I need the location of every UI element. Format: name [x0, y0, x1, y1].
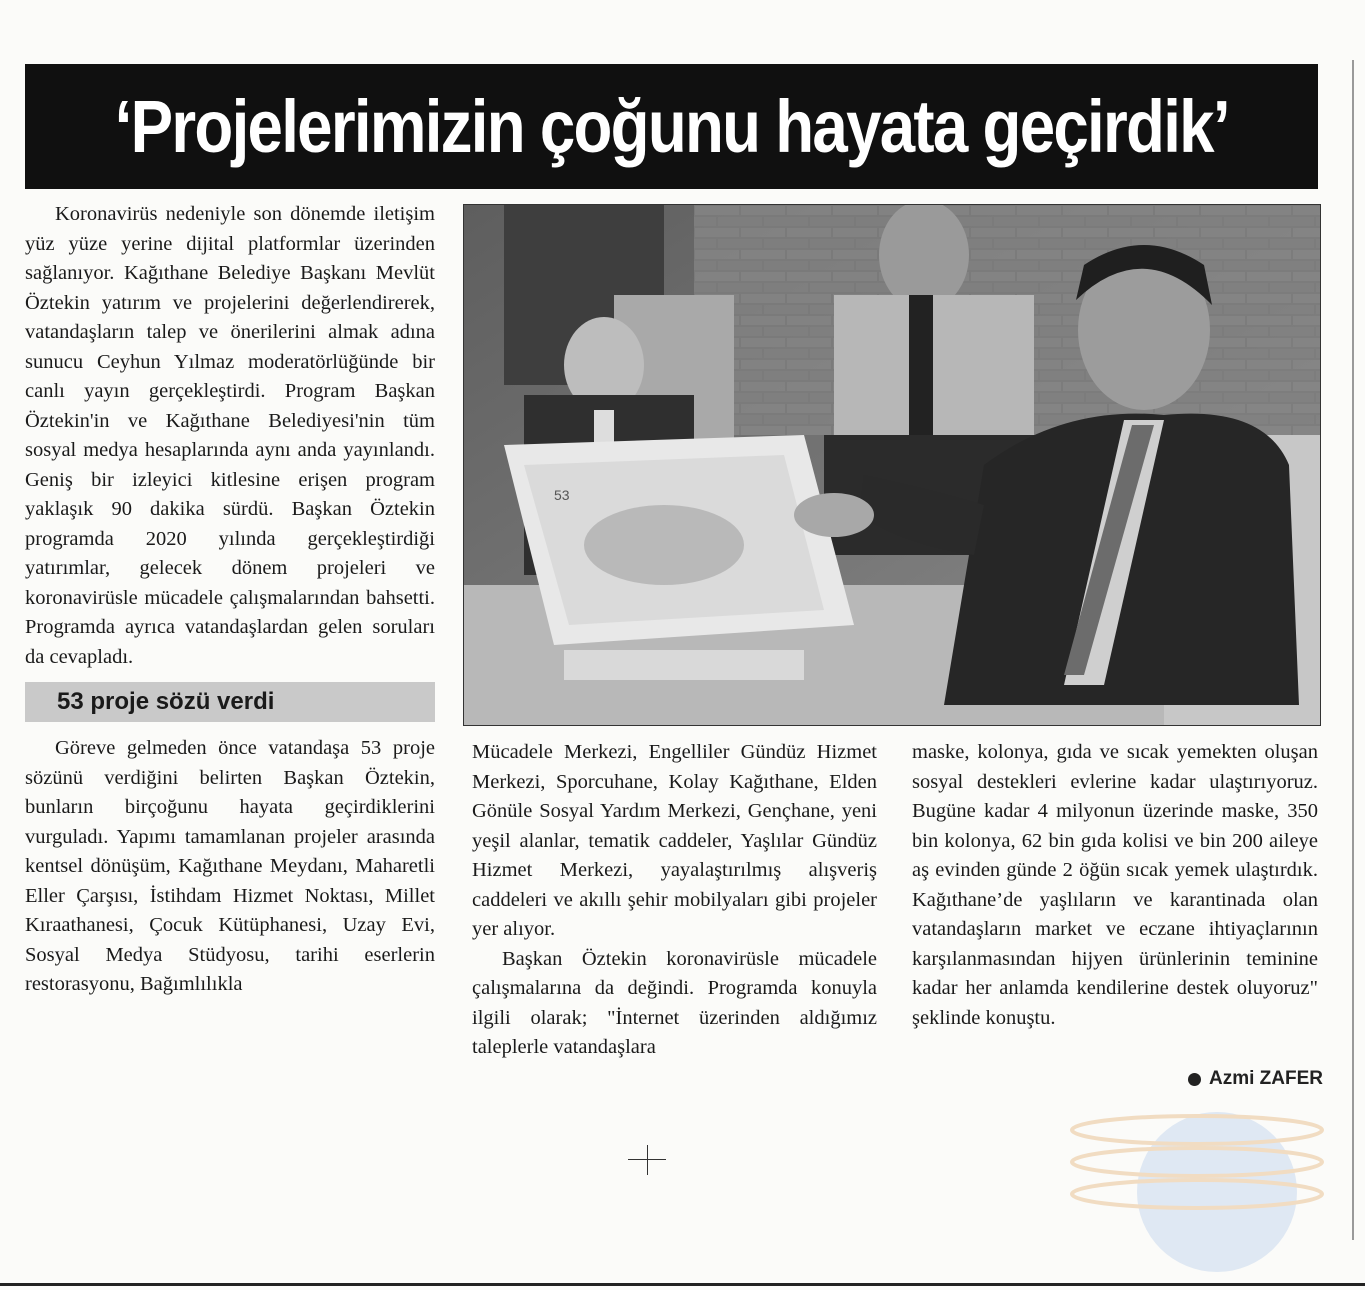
crop-mark-icon — [628, 1145, 666, 1175]
article-paragraph: Göreve gelmeden önce vatandaşa 53 proje sözünü verdiğini belirten Başkan Öztekin, bunların birçoğunu hayata geçirdiklerini vurguladı. Yapımı tamamlanan projeler arasında kentsel dönüşüm, Kağıthane Meydanı, Maharetli Eller Çarşısı, İstihdam Hizmet Noktası, Millet Kıraathanesi, Çocuk Kütüphanesi, Uzay Evi, Sosyal Medya Stüdyosu, tarihi eserlerin restorasyonu, Bağımlılıkla — [25, 737, 435, 995]
article-paragraph: Mücadele Merkezi, Engelliler Gündüz Hizmet Merkezi, Sporcuhane, Kolay Kağıthane, Elden Gönüle Sosyal Yardım Merkezi, Gençhane, yeni yeşil alanlar, tematik caddeler, Yaşlılar Gündüz Hizmet Merkezi, yayalaştırılmış alışveriş caddeleri ve akıllı şehir mobilyaları gibi projeler yer alıyor. — [472, 741, 877, 940]
photo-scene — [464, 205, 1320, 725]
subheading: 53 proje sözü verdi — [25, 682, 435, 722]
bullet-icon — [1188, 1073, 1201, 1086]
watermark-orb — [1062, 1100, 1332, 1272]
clipping-border-right — [1352, 60, 1354, 1240]
article-paragraph: maske, kolonya, gıda ve sıcak yemekten oluşan sosyal destekleri evlerine kadar ulaştırıyoruz. Bugüne kadar 4 milyonun üzerinde maske, 350 bin kolonya, 62 bin gıda kolisi ve bin 200 aileye aş evinden günde 2 öğün sıcak yemek ulaştırdık. Kağıthane’de yaşlıların ve karantinada olan vatandaşların market ve eczane ihtiyaçlarının karşılanmasından hijyen ürünlerinin teminine kadar her anlamda kendilerine destek oluyoruz" şeklinde konuştu. — [912, 741, 1318, 1029]
news-photo — [463, 204, 1321, 726]
article-paragraph: Başkan Öztekin koronavirüsle mücadele çalışmalarına da değindi. Programda konuyla ilgili olarak; "İnternet üzerinden aldığımız taleplerle vatandaşlara — [472, 947, 877, 1058]
article-column-3 — [912, 738, 1318, 1033]
headline: ‘Projelerimizin çoğunu hayata geçirdik’ — [114, 85, 1229, 168]
article-column-2 — [472, 738, 877, 1063]
clipping-border-bottom — [0, 1283, 1365, 1286]
article-column-1 — [25, 200, 435, 1000]
board-number: 53 — [554, 487, 570, 503]
headline-banner — [25, 64, 1318, 189]
article-paragraph: Koronavirüs nedeniyle son dönemde iletişim yüz yüze yerine dijital platformlar üzerinden sağlanıyor. Kağıthane Belediye Başkanı Mevlüt Öztekin yatırım ve projelerini değerlendirerek, vatandaşların talep ve önerilerini almak adına sunucu Ceyhun Yılmaz moderatörlüğünde bir canlı yayın gerçekleştirdi. Program Başkan Öztekin'in ve Kağıthane Belediyesi'nin tüm sosyal medya hesaplarında aynı anda yayınlandı. Geniş bir izleyici kitlesine erişen program yaklaşık 90 dakika sürdü. Başkan Öztekin programda 2020 yılında gerçekleştirdiği yatırımlar, gelecek dönem projeleri ve koronavirüsle mücadele çalışmalarından bahsetti. Programda ayrıca vatandaşlardan gelen soruları da cevapladı. — [25, 203, 435, 668]
byline — [1188, 1068, 1323, 1090]
byline-author: Azmi ZAFER — [1209, 1068, 1323, 1089]
